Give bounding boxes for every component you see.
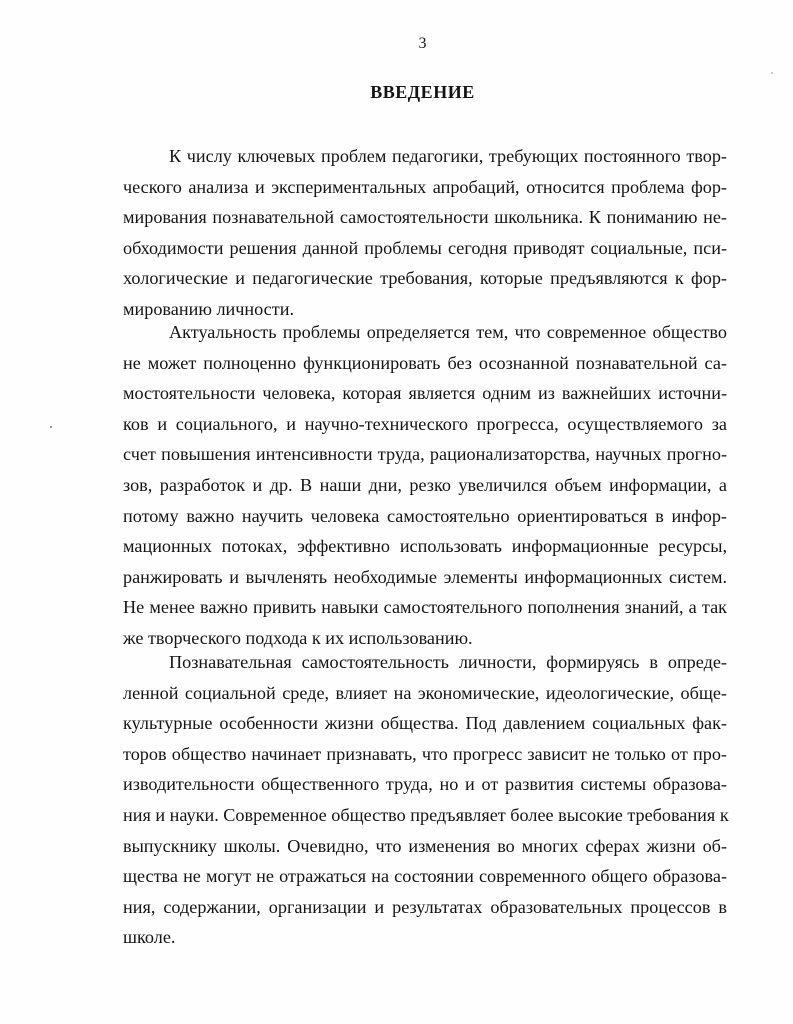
text-line: школе.	[123, 927, 176, 948]
paragraph-1	[123, 141, 727, 325]
text-line: счет повышения интенсивности труда, рационализаторства, научных прогно-	[123, 444, 727, 465]
text-line: щества не могут не отражаться на состоянии современного общего образова-	[123, 866, 727, 887]
text-line: хологические и педагогические требования, которые предъявляются к фор-	[123, 268, 727, 289]
text-line: мирования познавательной самостоятельности школьника. К пониманию не-	[123, 207, 727, 228]
scan-speck	[50, 426, 52, 428]
text-line: ческого анализа и экспериментальных апробаций, относится проблема фор-	[123, 176, 727, 197]
text-line: Познавательная самостоятельность личности, формируясь в опреде-	[169, 652, 727, 672]
text-line: ранжировать и вычленять необходимые элементы информационных систем.	[123, 566, 727, 587]
text-line: потому важно научить человека самостоятельно ориентироваться в инфор-	[123, 505, 727, 526]
text-line: мированию личности.	[123, 298, 294, 319]
text-line: не может полноценно функционировать без осознанной познавательной са-	[123, 352, 727, 373]
paragraph-2	[123, 317, 727, 654]
scan-speck	[771, 72, 773, 74]
text-line: торов общество начинает признавать, что прогресс зависит не только от про-	[123, 743, 727, 764]
page-title: ВВЕДЕНИЕ	[370, 82, 475, 102]
text-line: ния, содержании, организации и результатах образовательных процессов в	[123, 896, 727, 917]
text-line: зов, разработок и др. В наши дни, резко увеличился объем информации, а	[123, 474, 727, 495]
text-line: Не менее важно привить навыки самостоятельного пополнения знаний, а так	[123, 597, 727, 618]
text-line: культурные особенности жизни общества. Под давлением социальных фак-	[123, 713, 727, 734]
page-number: 3	[418, 35, 427, 52]
text-line: выпускнику школы. Очевидно, что изменения во многих сферах жизни об-	[123, 835, 727, 856]
text-line: Актуальность проблемы определяется тем, что современное общество	[169, 322, 727, 342]
text-line: ленной социальной среде, влияет на экономические, идеологические, обще-	[123, 682, 727, 703]
paragraph-3	[123, 647, 727, 953]
text-line: мационных потоках, эффективно использовать информационные ресурсы,	[123, 536, 727, 557]
text-line: изводительности общественного труда, но и от развития системы образова-	[123, 774, 727, 795]
text-line: мостоятельности человека, которая является одним из важнейших источни-	[123, 383, 727, 404]
text-line: К числу ключевых проблем педагогики, требующих постоянного твор-	[169, 146, 727, 166]
text-line: ков и социального, и научно-технического прогресса, осуществляемого за	[123, 413, 727, 434]
text-line: обходимости решения данной проблемы сегодня приводят социальные, пси-	[123, 237, 727, 258]
text-line: ния и науки. Современное общество предъявляет более высокие требования к	[123, 804, 729, 825]
text-line: же творческого подхода к их использованию.	[123, 627, 473, 648]
